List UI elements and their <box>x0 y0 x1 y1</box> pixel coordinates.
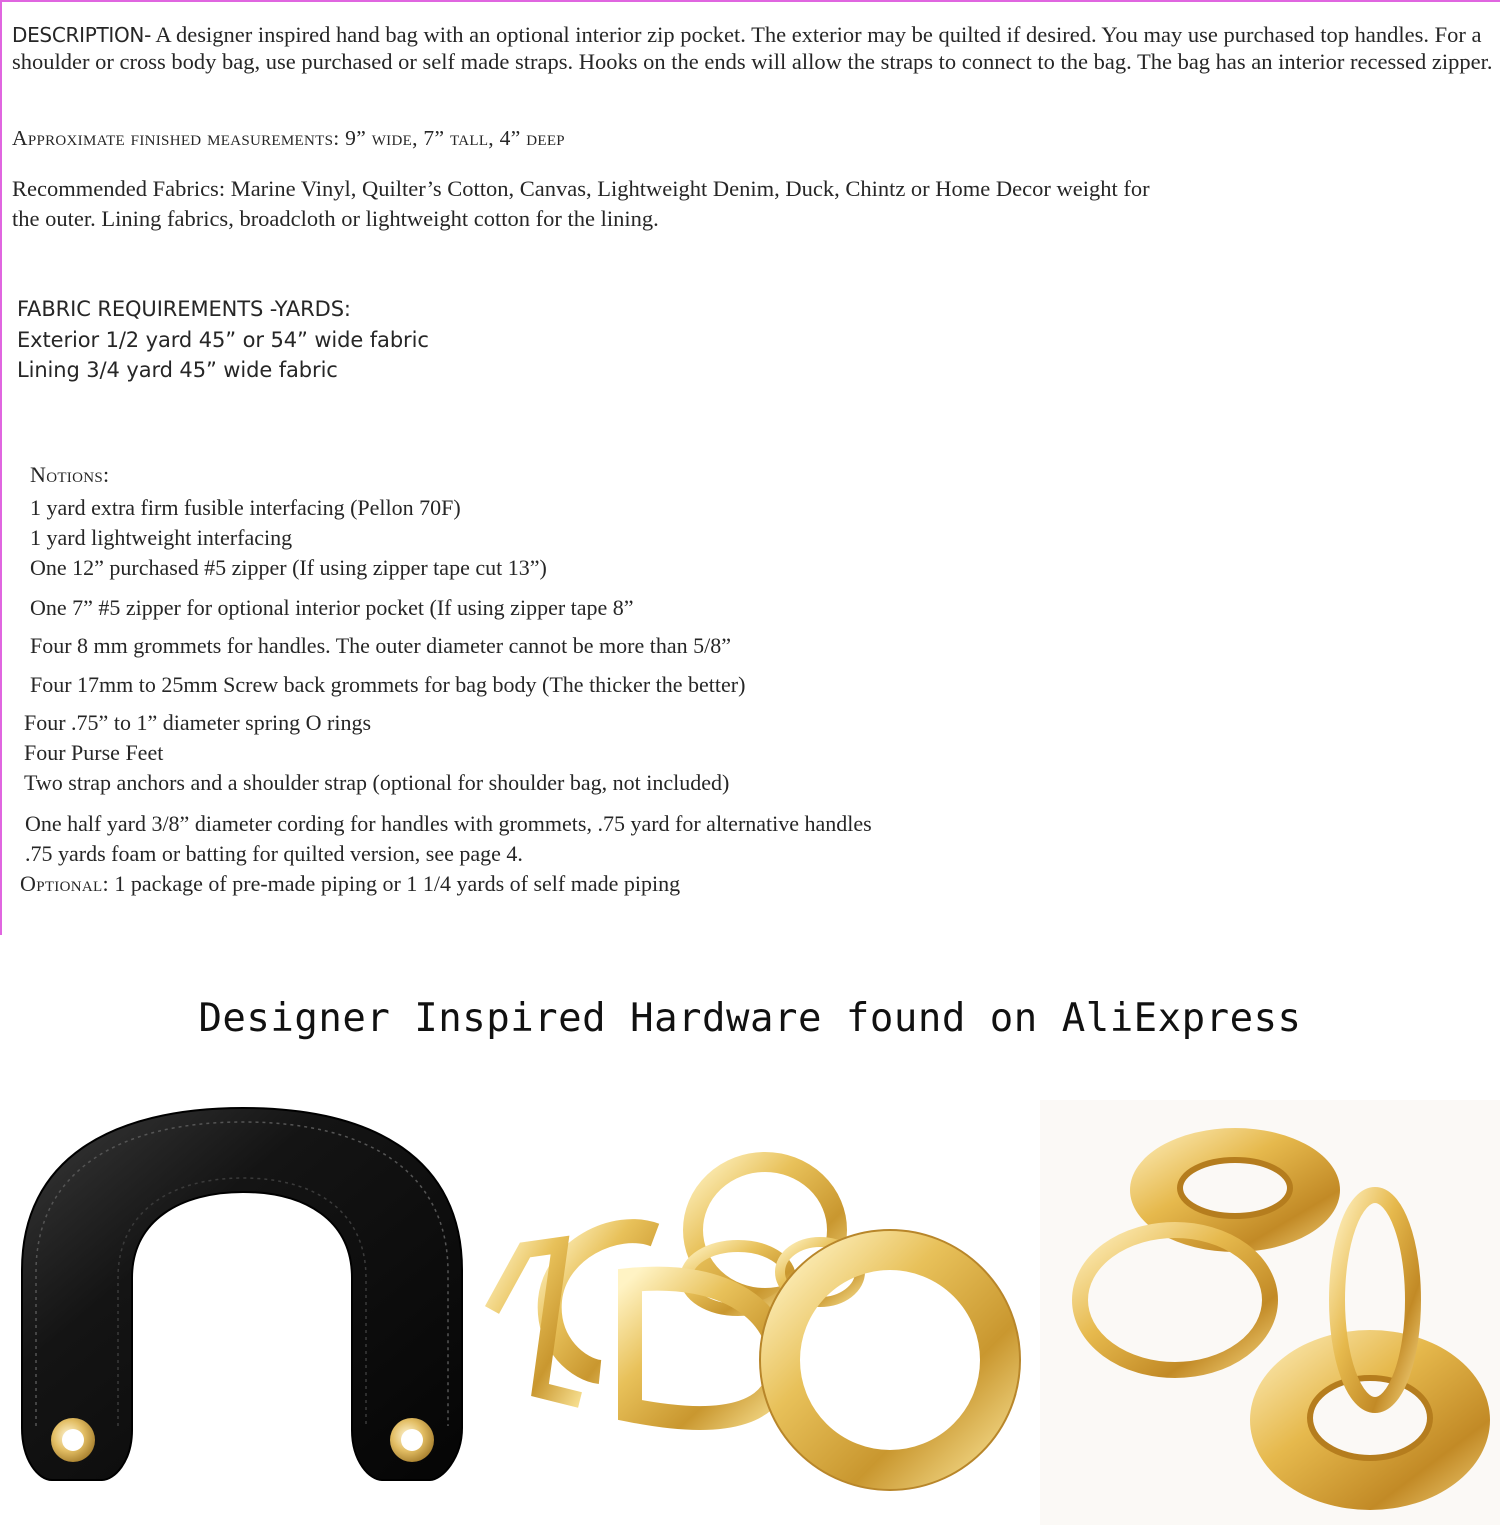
notion-item: Two strap anchors and a shoulder strap (optional for shoulder bag, not included) <box>24 770 730 795</box>
grommet-left-icon <box>51 1418 95 1462</box>
optional-label: Optional: <box>20 871 109 896</box>
notions-title: Notions: <box>30 462 110 487</box>
optional-text: 1 package of pre-made piping or 1 1/4 yards of self made piping <box>108 871 681 896</box>
notion-item: One 12” purchased #5 zipper (If using zipper tape cut 13”) <box>30 555 547 580</box>
description-lead: DESCRIPTION- <box>12 23 151 47</box>
notion-item: One 7” #5 zipper for optional interior pocket (If using zipper tape 8” <box>30 595 634 620</box>
notion-item: Four Purse Feet <box>24 740 164 765</box>
leather-handle-image <box>0 1100 490 1525</box>
notion-item: 1 yard extra firm fusible interfacing (Pellon 70F) <box>30 495 461 520</box>
notion-item: Four 8 mm grommets for handles. The outer diameter cannot be more than 5/8” <box>30 633 731 658</box>
fabric-requirements-title: FABRIC REQUIREMENTS -YARDS: <box>17 297 351 321</box>
recommended-fabrics-line-2: the outer. Lining fabrics, broadcloth or lightweight cotton for the lining. <box>12 206 659 231</box>
recommended-fabrics-line-1: Recommended Fabrics: Marine Vinyl, Quilter’s Cotton, Canvas, Lightweight Denim, Duck, Chintz or Home Decor weight for <box>12 176 1150 201</box>
letter-charms-graphic <box>480 1100 1045 1525</box>
notion-item: Four .75” to 1” diameter spring O rings <box>24 710 372 735</box>
leather-handle-graphic <box>0 1100 490 1525</box>
optional-line <box>20 871 680 897</box>
hardware-title: Designer Inspired Hardware found on AliExpress <box>198 996 1302 1041</box>
ring-grommets-image <box>1040 1100 1500 1525</box>
description-paragraph <box>12 22 1500 74</box>
notion-item: 1 yard lightweight interfacing <box>30 525 293 550</box>
finished-measurements: Approximate finished measurements: 9” wide, 7” tall, 4” deep <box>12 126 565 150</box>
description-body: A designer inspired hand bag with an optional interior zip pocket. The exterior may be quilted if desired. You may use purchased top handles. For a shoulder or cross body bag, use purchased or self made straps. Hooks on the ends will allow the straps to connect to the bag. The bag has an interior recessed zipper. <box>12 22 1493 74</box>
requirement-exterior: Exterior 1/2 yard 45” or 54” wide fabric <box>17 328 429 352</box>
ring-grommets-graphic <box>1040 1100 1500 1525</box>
notion-item: One half yard 3/8” diameter cording for handles with grommets, .75 yard for alternative handles <box>25 811 872 836</box>
letter-charms-image <box>480 1100 1045 1525</box>
requirement-lining: Lining 3/4 yard 45” wide fabric <box>17 358 338 382</box>
grommet-right-icon <box>390 1418 434 1462</box>
notion-item: Four 17mm to 25mm Screw back grommets for bag body (The thicker the better) <box>30 672 746 697</box>
notion-item: .75 yards foam or batting for quilted version, see page 4. <box>25 841 523 866</box>
